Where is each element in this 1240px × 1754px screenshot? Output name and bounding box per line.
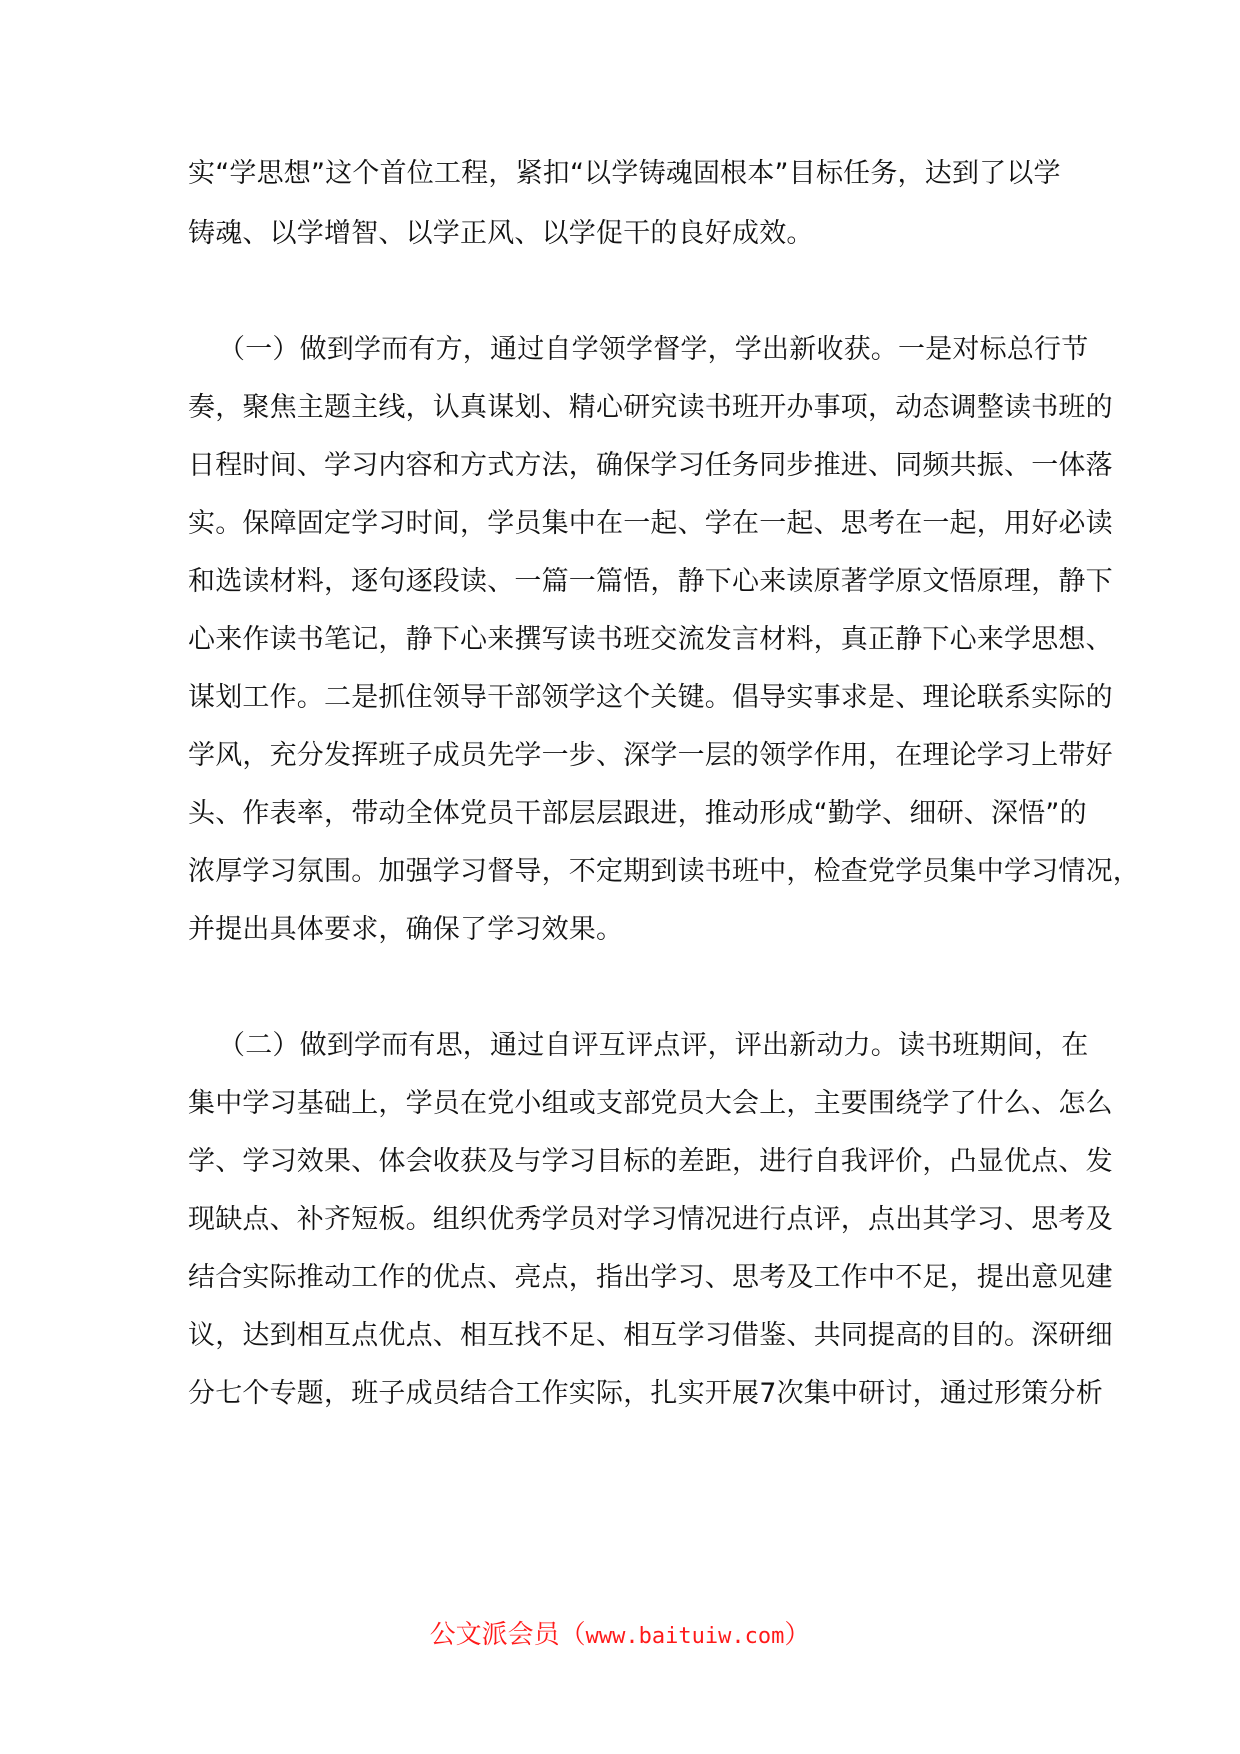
paragraph-line: 谋划工作。二是抓住领导干部领学这个关键。倡导实事求是、理论联系实际的 xyxy=(188,682,1113,713)
paragraph-line: 议，达到相互点优点、相互找不足、相互学习借鉴、共同提高的目的。深研细 xyxy=(188,1320,1113,1351)
paragraph-line: 并提出具体要求，确保了学习效果。 xyxy=(188,914,624,945)
footer-paren-open: （ xyxy=(559,1620,586,1650)
paragraph-line: 结合实际推动工作的优点、亮点，指出学习、思考及工作中不足，提出意见建 xyxy=(188,1262,1113,1293)
section-heading-line: （二）做到学而有思，通过自评互评点评，评出新动力。读书班期间，在 xyxy=(218,1030,1089,1061)
paragraph-line: 日程时间、学习内容和方式方法，确保学习任务同步推进、同频共振、一体落 xyxy=(188,450,1113,481)
footer-paren-close: ） xyxy=(784,1620,811,1650)
footer-watermark xyxy=(0,1614,1240,1651)
paragraph-line: 实“学思想”这个首位工程，紧扣“以学铸魂固根本”目标任务，达到了以学 xyxy=(188,158,1061,189)
paragraph-line: 实。保障固定学习时间，学员集中在一起、学在一起、思考在一起，用好必读 xyxy=(188,508,1113,539)
paragraph-line: 奏，聚焦主题主线，认真谋划、精心研究读书班开办事项，动态调整读书班的 xyxy=(188,392,1113,423)
paragraph-line: 铸魂、以学增智、以学正风、以学促干的良好成效。 xyxy=(188,218,814,249)
footer-site-link[interactable]: www.baituiw.com xyxy=(585,1624,785,1649)
footer-brand: 公文派会员 xyxy=(429,1620,560,1650)
paragraph-line: 集中学习基础上，学员在党小组或支部党员大会上，主要围绕学了什么、怎么 xyxy=(188,1088,1113,1119)
paragraph-line: 学、学习效果、体会收获及与学习目标的差距，进行自我评价，凸显优点、发 xyxy=(188,1146,1113,1177)
paragraph-line: 学风，充分发挥班子成员先学一步、深学一层的领学作用，在理论学习上带好 xyxy=(188,740,1113,771)
paragraph-line: 浓厚学习氛围。加强学习督导，不定期到读书班中，检查党学员集中学习情况， xyxy=(188,856,1140,887)
paragraph-line: 头、作表率，带动全体党员干部层层跟进，推动形成“勤学、细研、深悟”的 xyxy=(188,798,1087,829)
paragraph-line: 现缺点、补齐短板。组织优秀学员对学习情况进行点评，点出其学习、思考及 xyxy=(188,1204,1113,1235)
paragraph-line: 分七个专题，班子成员结合工作实际，扎实开展7次集中研讨，通过形策分析 xyxy=(188,1378,1103,1409)
paragraph-line: 和选读材料，逐句逐段读、一篇一篇悟，静下心来读原著学原文悟原理，静下 xyxy=(188,566,1113,597)
section-heading-line: （一）做到学而有方，通过自学领学督学，学出新收获。一是对标总行节 xyxy=(218,334,1089,365)
paragraph-line: 心来作读书笔记，静下心来撰写读书班交流发言材料，真正静下心来学思想、 xyxy=(188,624,1113,655)
